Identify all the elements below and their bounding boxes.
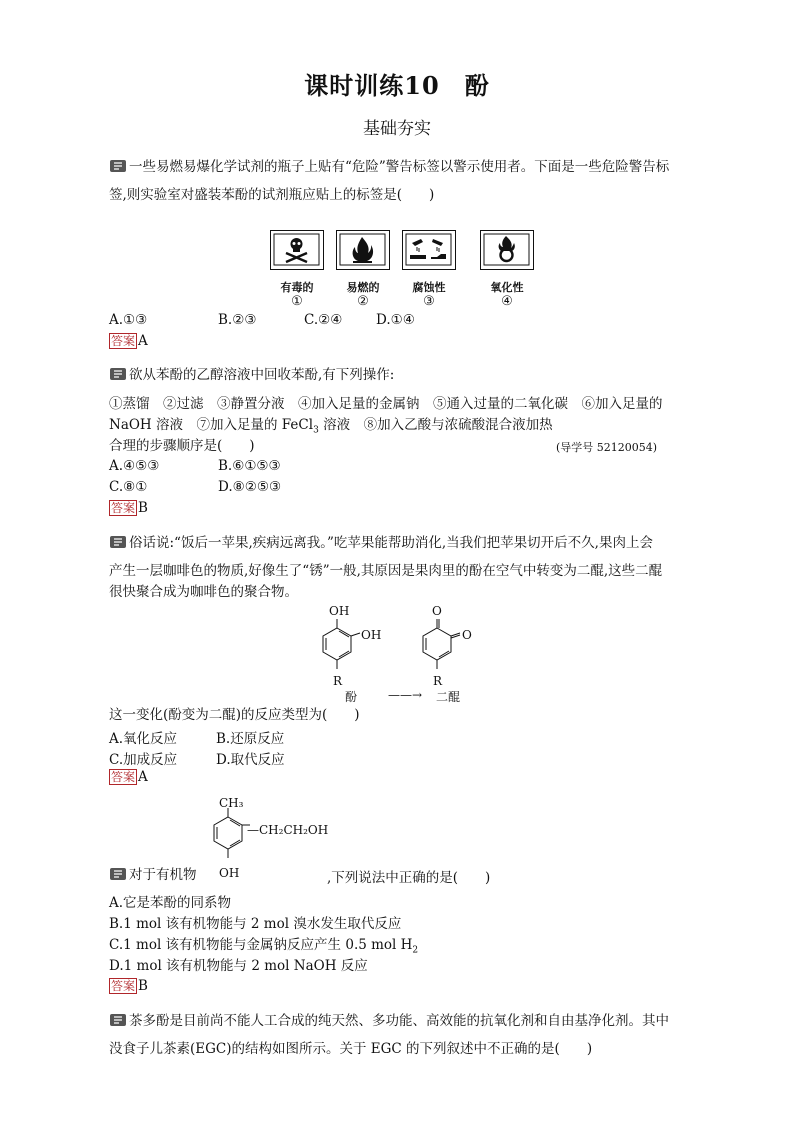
q2-option-a: A.④⑤③ — [109, 458, 160, 474]
hazard-label-number: ① — [291, 294, 303, 309]
section-subtitle: 基础夯实 — [363, 119, 431, 139]
q4-option-b: B.1 mol 该有机物能与 2 mol 溴水发生取代反应 — [109, 916, 402, 932]
q1-option-c: C.②④ — [304, 312, 343, 328]
question-icon — [109, 535, 127, 549]
phenol-r-group: R — [333, 674, 343, 688]
q3-text-2: 产生一层咖啡色的物质,好像生了“锈”一般,其原因是果肉里的酚在空气中转变为二醌,这些二醌 — [109, 563, 663, 579]
hazard-label-oxidizer — [480, 230, 534, 270]
q2-answer — [109, 499, 148, 517]
q2-text-1: 欲从苯酚的乙醇溶液中回收苯酚,有下列操作: — [129, 367, 395, 383]
question-icon — [109, 159, 127, 173]
phenol-to-quinone-diagram — [300, 615, 500, 685]
q2-text-3a: NaOH 溶液 ⑦加入足量的 FeCl — [109, 417, 314, 433]
q1-answer-value: A — [138, 333, 148, 349]
q3-text-3: 很快聚合成为咖啡色的聚合物。 — [109, 584, 298, 600]
hazard-label-text: 氧化性 — [490, 281, 524, 294]
hazard-label-text: 有毒的 — [280, 281, 314, 294]
q4-stem-a: 对于有机物 — [129, 867, 197, 883]
q4-answer-value: B — [138, 978, 148, 994]
q2-answer-value: B — [138, 500, 148, 516]
answer-tag: 答案 — [111, 334, 136, 348]
q5-text-1: 茶多酚是目前尚不能人工合成的纯天然、多功能、高效能的抗氧化剂和自由基净化剂。其中 — [129, 1013, 669, 1029]
flame-icon — [337, 231, 388, 268]
q5-stem-line1 — [109, 1012, 669, 1030]
q2-stem-line1 — [109, 366, 394, 384]
phenol-caption: 酚 — [345, 690, 358, 704]
answer-tag: 答案 — [111, 979, 136, 993]
methyl-group: CH₃ — [219, 796, 244, 810]
quinone-caption: 二醌 — [436, 690, 461, 704]
answer-tag: 答案 — [111, 770, 136, 784]
hazard-label-number: ③ — [423, 294, 435, 309]
skull-icon — [271, 231, 322, 268]
phenol-structure — [323, 619, 360, 669]
q3-option-b: B.还原反应 — [216, 731, 285, 747]
q2-text-3-sub: 3 — [313, 425, 319, 436]
q2-option-b: B.⑥①⑤③ — [218, 458, 281, 474]
q2-option-c: C.⑧① — [109, 479, 148, 495]
q2-text-4: 合理的步骤顺序是( ) — [109, 438, 255, 454]
q1-option-a: A.①③ — [109, 312, 148, 328]
hazard-label-text: 易燃的 — [346, 281, 380, 294]
q3-text-4: 这一变化(酚变为二醌)的反应类型为( ) — [109, 707, 360, 723]
hazard-label-text: 腐蚀性 — [412, 281, 446, 294]
q1-text-2: 签,则实验室对盛装苯酚的试剂瓶应贴上的标签是( ) — [109, 187, 435, 203]
phenol-oh-top: OH — [329, 604, 350, 618]
q1-answer — [109, 332, 148, 350]
quinone-o-side: O — [462, 628, 472, 642]
q3-text-1: 俗话说:“饭后一苹果,疾病远离我。”吃苹果能帮助消化,当我们把苹果切开后不久,果肉上会 — [129, 535, 653, 551]
q4-stem-b: ,下列说法中正确的是( ) — [327, 870, 491, 886]
question-icon — [109, 867, 127, 881]
q4-option-c-sub: 2 — [412, 945, 419, 956]
q3-option-d: D.取代反应 — [216, 752, 285, 768]
q3-answer-value: A — [138, 769, 148, 785]
q1-option-b: B.②③ — [218, 312, 257, 328]
q2-text-3b: 溶液 ⑧加入乙酸与浓硫酸混合液加热 — [318, 417, 553, 433]
q4-option-a: A.它是苯酚的同系物 — [109, 895, 232, 911]
oxidizer-icon — [481, 231, 532, 268]
hazard-label-number: ④ — [501, 294, 513, 309]
q5-text-2: 没食子儿茶素(EGC)的结构如图所示。关于 EGC 的下列叙述中不正确的是( ) — [109, 1041, 593, 1057]
hazard-label-number: ② — [357, 294, 369, 309]
q3-stem-line1 — [109, 534, 653, 552]
q1-option-d: D.①④ — [376, 312, 415, 328]
q1-text-1: 一些易燃易爆化学试剂的瓶子上贴有“危险”警告标签以警示使用者。下面是一些危险警告标 — [129, 159, 670, 175]
q3-answer — [109, 768, 148, 786]
q3-option-c: C.加成反应 — [109, 752, 178, 768]
q2-reference-number: (导学号 52120054) — [556, 441, 658, 454]
q4-answer — [109, 977, 148, 995]
q4-stem-line1 — [109, 866, 197, 884]
q2-text-2: ①蒸馏 ②过滤 ③静置分液 ④加入足量的金属钠 ⑤通入过量的二氧化碳 ⑥加入足量的 — [109, 396, 663, 412]
phenol-oh-side: OH — [361, 628, 382, 642]
q4-option-c-text: C.1 mol 该有机物能与金属钠反应产生 0.5 mol H — [109, 937, 413, 953]
quinone-r-group: R — [433, 674, 443, 688]
hydroxyl-group: OH — [219, 866, 240, 880]
question-icon — [109, 1013, 127, 1027]
hydroxyethyl-group: —CH₂CH₂OH — [247, 823, 329, 837]
corrosion-icon — [403, 231, 454, 268]
quinone-structure — [423, 619, 460, 669]
question-icon — [109, 367, 127, 381]
q3-option-a: A.氧化反应 — [109, 731, 178, 747]
page-title: 课时训练10 酚 — [304, 71, 490, 100]
reaction-arrow: ——→ — [388, 688, 423, 702]
hazard-label-flammable — [336, 230, 390, 270]
hazard-label-toxic — [270, 230, 324, 270]
answer-tag: 答案 — [111, 501, 136, 515]
quinone-o-top: O — [432, 604, 442, 618]
q4-option-d: D.1 mol 该有机物能与 2 mol NaOH 反应 — [109, 958, 368, 974]
q1-stem-line1 — [109, 158, 669, 176]
hazard-label-corrosive — [402, 230, 456, 270]
q2-option-d: D.⑧②⑤③ — [218, 479, 282, 495]
